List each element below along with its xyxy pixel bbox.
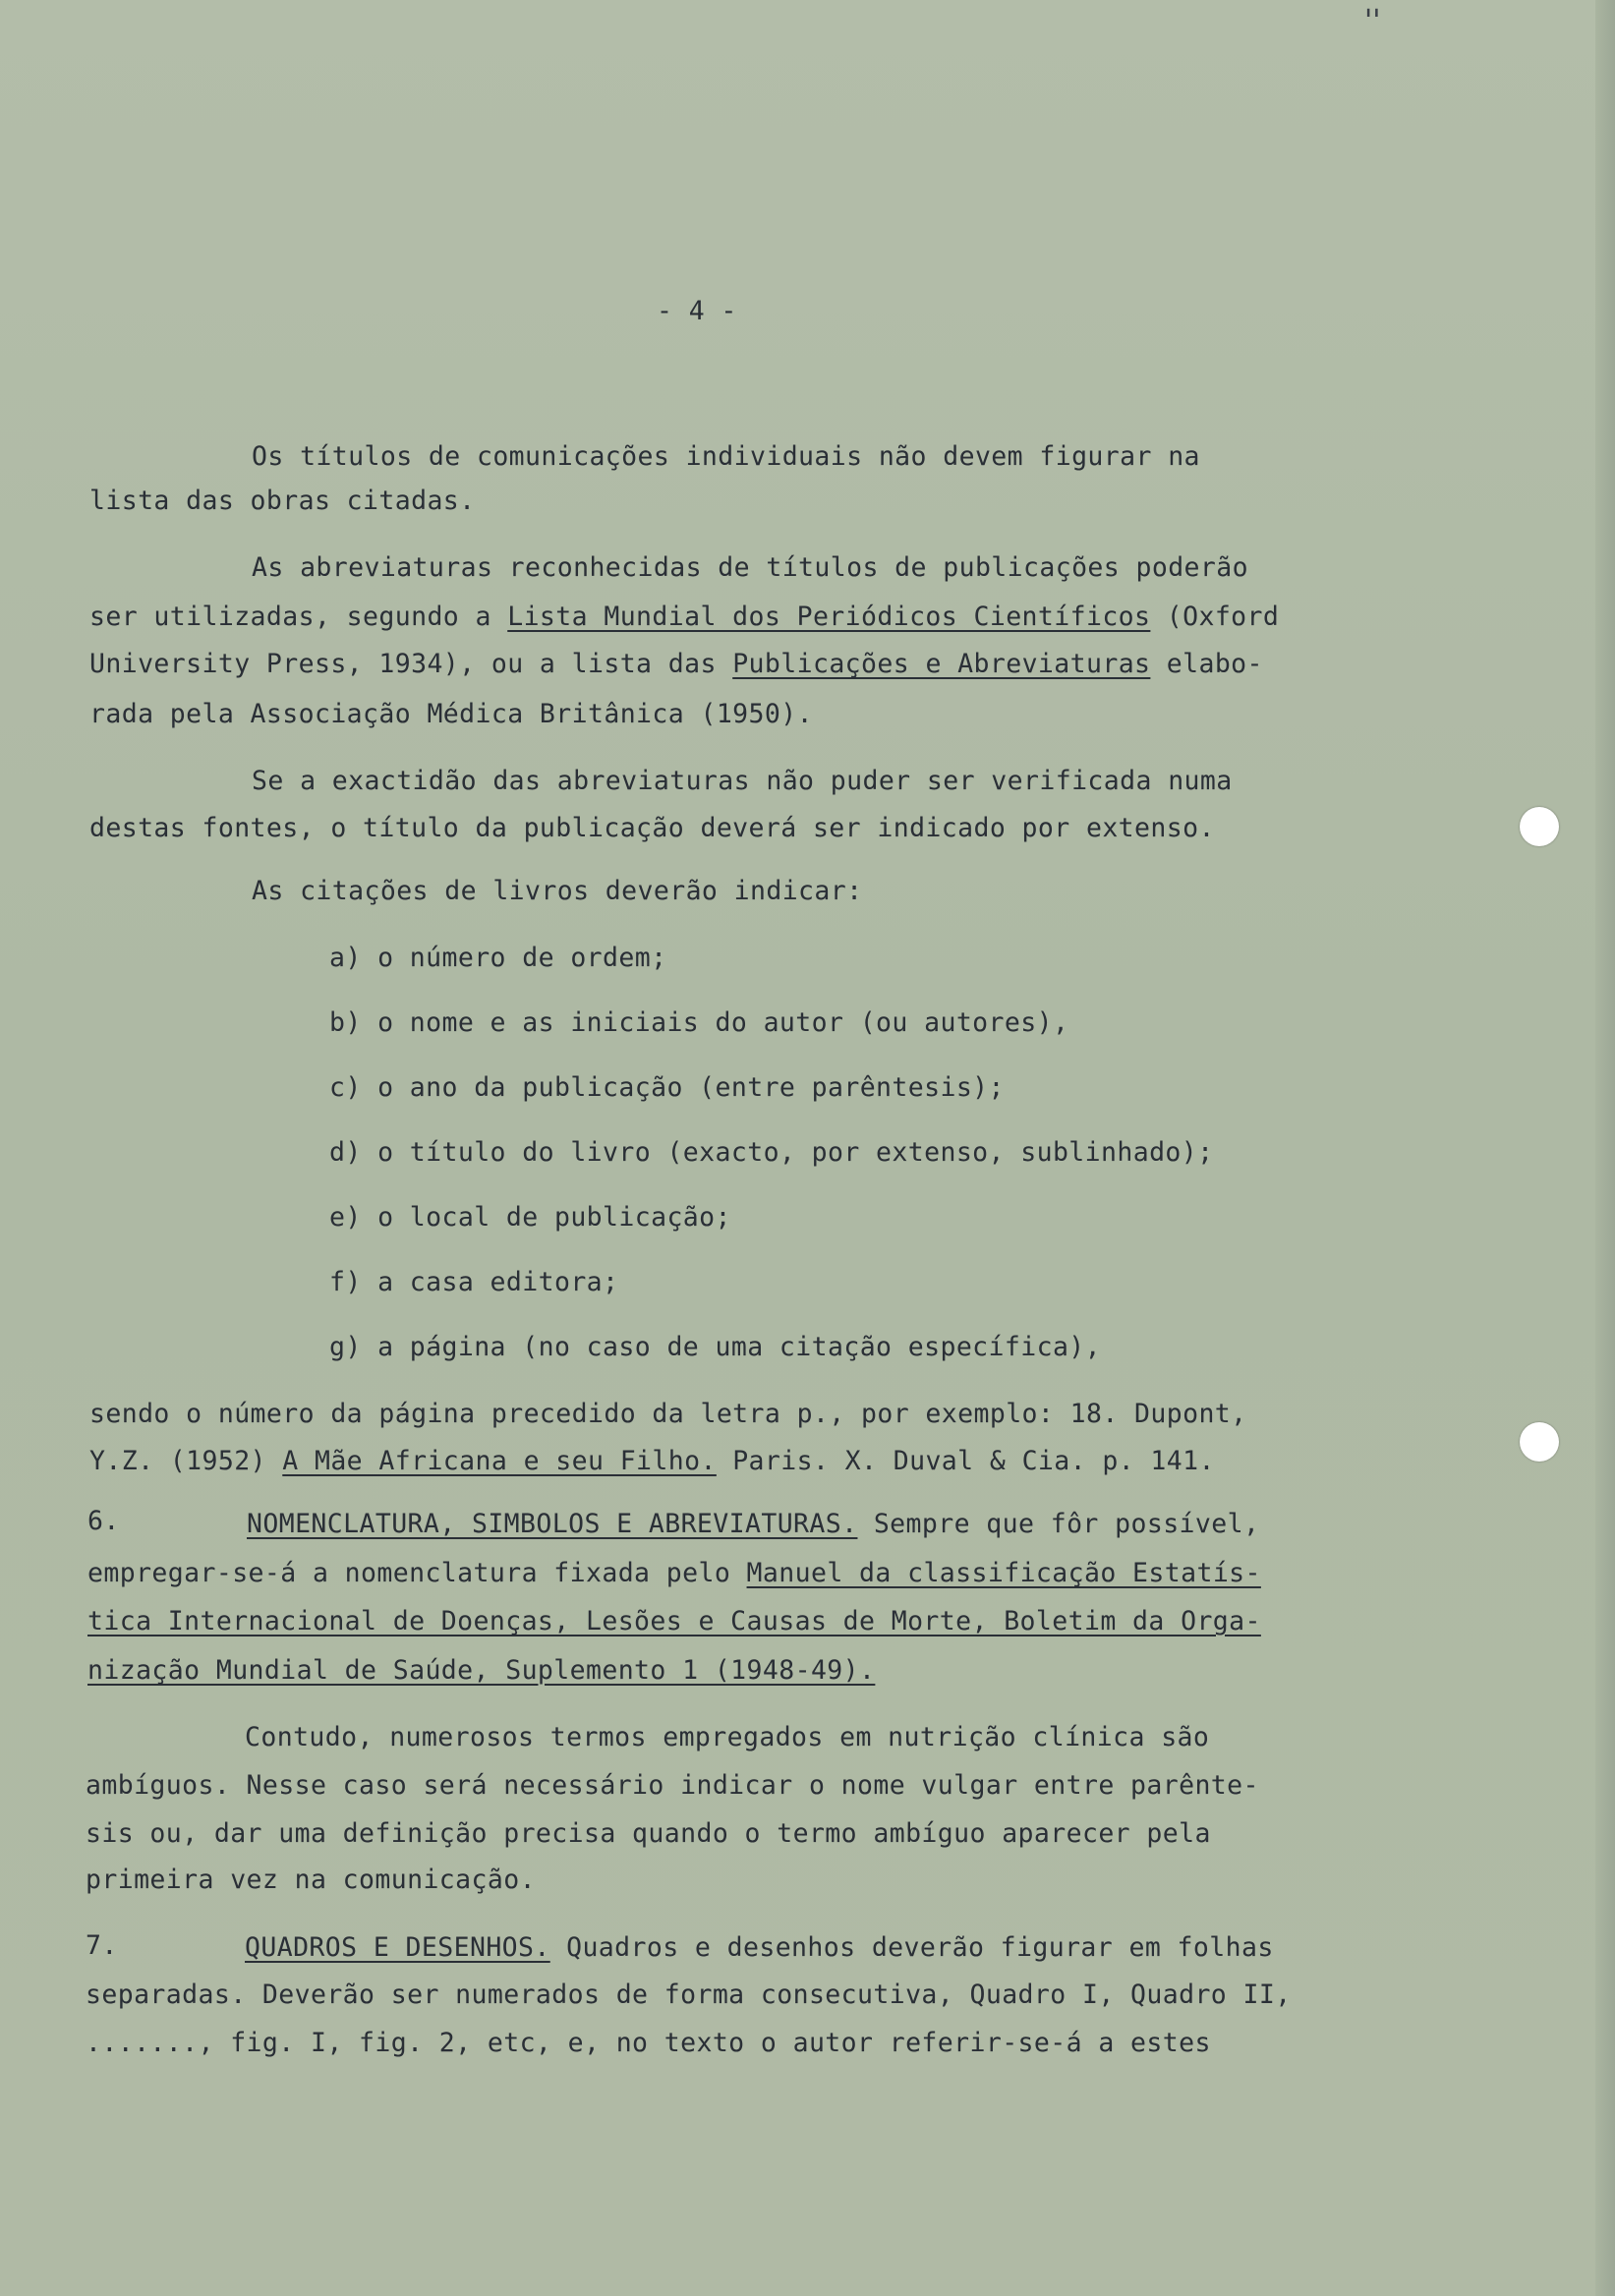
paragraph-line: lista das obras citadas. [89,486,476,516]
underlined-title: Manuel da classificação Estatís- [746,1558,1261,1588]
paragraph-line: rada pela Associação Médica Britânica (1950). [89,699,813,729]
paragraph-line: sis ou, dar uma definição precisa quando o termo ambíguo aparecer pela [86,1818,1211,1849]
line-text: Y.Z. (1952) [89,1446,266,1476]
line-text: ser utilizadas, segundo a [89,602,491,632]
underlined-title: Lista Mundial dos Periódicos Científicos [507,602,1151,632]
section-heading-line [247,1509,1260,1539]
list-item: e) o local de publicação; [329,1202,731,1233]
paragraph-line [87,1558,1261,1588]
paragraph-line [89,649,1263,679]
line-text: Sempre que fôr possível, [873,1509,1260,1539]
paragraph-line: sendo o número da página precedido da letra p., por exemplo: 18. Dupont, [89,1399,1247,1429]
paragraph-line: primeira vez na comunicação. [86,1865,536,1895]
corner-marks: ꞌꞌ [1364,4,1381,38]
paragraph-line: Se a exactidão das abreviaturas não puder ser verificada numa [252,766,1233,796]
section-number: 6. [87,1506,120,1536]
paragraph-line: Os títulos de comunicações individuais não devem figurar na [252,441,1200,472]
line-text: elabo- [1166,649,1263,679]
paragraph-line [89,1446,1215,1476]
paragraph-line: nização Mundial de Saúde, Suplemento 1 (1948-49). [87,1655,876,1686]
list-item: c) o ano da publicação (entre parêntesis); [329,1072,1005,1103]
paragraph-line: destas fontes, o título da publicação deverá ser indicado por extenso. [89,813,1215,843]
line-text: University Press, 1934), ou a lista das [89,649,717,679]
paragraph-line: As abreviaturas reconhecidas de títulos de publicações poderão [252,552,1248,583]
punch-hole-upper [1520,807,1559,846]
paragraph-line: ambíguos. Nesse caso será necessário indicar o nome vulgar entre parênte- [86,1770,1259,1801]
punch-hole-lower [1520,1422,1559,1462]
paper-edge [1595,0,1615,2296]
paragraph-line: Contudo, numerosos termos empregados em nutrição clínica são [245,1722,1210,1752]
line-text: empregar-se-á a nomenclatura fixada pelo [87,1558,731,1588]
list-item: a) o número de ordem; [329,943,667,973]
underlined-title: Publicações e Abreviaturas [732,649,1151,679]
paragraph-line: separadas. Deverão ser numerados de forma consecutiva, Quadro I, Quadro II, [86,1980,1292,2010]
line-text: Paris. X. Duval & Cia. p. 141. [732,1446,1215,1476]
list-item: f) a casa editora; [329,1267,619,1297]
line-text: Quadros e desenhos deverão figurar em folhas [566,1932,1274,1963]
section-heading-line [245,1932,1274,1963]
section-heading: NOMENCLATURA, SIMBOLOS E ABREVIATURAS. [247,1509,858,1539]
section-number: 7. [86,1930,118,1961]
paragraph-line [89,604,1279,631]
line-text: (Oxford [1166,602,1280,632]
paragraph-line: ......., fig. I, fig. 2, etc, e, no texto o autor referir-se-á a estes [86,2028,1211,2058]
section-heading: QUADROS E DESENHOS. [245,1932,550,1963]
paragraph-line: tica Internacional de Doenças, Lesões e Causas de Morte, Boletim da Orga- [87,1606,1261,1636]
paragraph-line: As citações de livros deverão indicar: [252,876,863,906]
list-item: d) o título do livro (exacto, por extenso, sublinhado); [329,1137,1214,1168]
list-item: b) o nome e as iniciais do autor (ou autores), [329,1007,1069,1038]
page-number: - 4 - [657,296,737,326]
list-item: g) a página (no caso de uma citação específica), [329,1332,1102,1362]
underlined-title: A Mãe Africana e seu Filho. [282,1446,717,1476]
